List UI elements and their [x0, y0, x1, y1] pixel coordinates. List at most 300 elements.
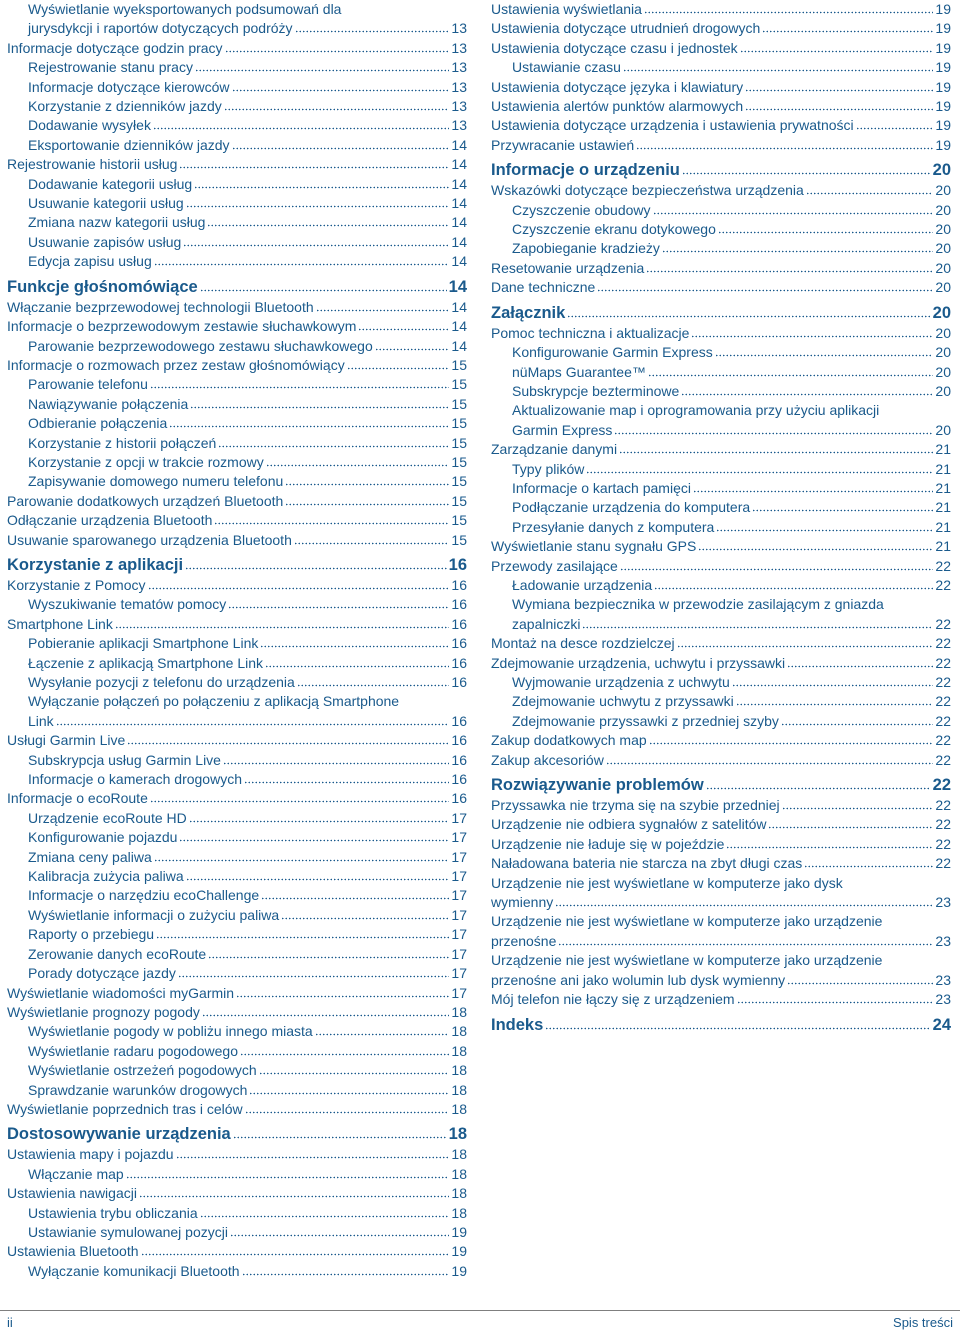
dot-leader [56, 715, 450, 726]
toc-entry-title: Resetowanie urządzenia [491, 259, 645, 276]
toc-entry[interactable] [7, 337, 467, 356]
toc-chapter-entry[interactable] [491, 302, 951, 324]
toc-column-left [7, 0, 467, 1281]
toc-chapter-entry[interactable] [7, 554, 467, 576]
toc-entry-title: Dodawanie kategorii usług [28, 175, 193, 192]
toc-entry[interactable] [7, 945, 467, 964]
toc-entry-title: Korzystanie z historii połączeń [28, 434, 217, 451]
toc-entry-page: 16 [451, 771, 467, 788]
toc-entry-page: 16 [451, 635, 467, 652]
toc-entry[interactable] [491, 498, 951, 517]
toc-entry-page: 21 [935, 499, 951, 516]
toc-entry-title: Informacje o kamerach drogowych [28, 771, 242, 788]
dot-leader [653, 203, 934, 214]
toc-entry[interactable] [7, 964, 467, 983]
toc-entry-page: 20 [935, 240, 951, 257]
toc-entry[interactable] [491, 990, 951, 1009]
dot-leader [698, 540, 933, 551]
toc-entry[interactable] [491, 220, 951, 239]
dot-leader [732, 676, 934, 687]
toc-entry-title: Wyświetlanie poprzednich tras i celów [7, 1100, 243, 1117]
toc-entry-page: 16 [451, 576, 467, 593]
toc-entry[interactable] [491, 557, 951, 576]
dot-leader [781, 715, 934, 726]
dot-leader [228, 598, 449, 609]
toc-entry[interactable] [491, 874, 951, 913]
toc-entry-page: 19 [935, 39, 951, 56]
toc-entry-page: 20 [932, 161, 951, 180]
toc-entry[interactable] [7, 414, 467, 433]
toc-entry-page: 14 [451, 318, 467, 335]
toc-entry[interactable] [491, 951, 951, 990]
toc-entry-title: Czyszczenie ekranu dotykowego [512, 221, 716, 238]
toc-entry[interactable] [491, 654, 951, 673]
toc-entry[interactable] [7, 1204, 467, 1223]
toc-entry-page: 22 [935, 693, 951, 710]
toc-entry-title: Ustawienia dotyczące urządzenia i ustawienia prywatności [491, 117, 854, 134]
dot-leader [358, 320, 449, 331]
toc-entry-page: 19 [451, 1243, 467, 1260]
toc-entry-title: Sprawdzanie warunków drogowych [28, 1081, 248, 1098]
page-footer [0, 1310, 960, 1330]
toc-entry-title: Wyświetlanie pogody w pobliżu innego miasta [28, 1023, 313, 1040]
toc-entry-title: Przyssawka nie trzyma się na szybie przedniej [491, 797, 780, 814]
toc-entry-title: Przesyłanie danych z komputera [512, 518, 715, 535]
dot-leader [230, 1226, 449, 1237]
toc-entry-page: 20 [935, 324, 951, 341]
toc-entry[interactable] [7, 1242, 467, 1261]
toc-entry-page: 15 [451, 376, 467, 393]
toc-entry-page: 14 [451, 233, 467, 250]
toc-entry-title: Ustawienia trybu obliczania [28, 1204, 198, 1221]
toc-entry-title: Urządzenie ecoRoute HD [28, 809, 187, 826]
toc-entry-page: 22 [935, 712, 951, 729]
dot-leader [677, 637, 934, 648]
toc-entry[interactable] [491, 401, 951, 440]
toc-entry-title: Zmiana ceny paliwa [28, 848, 152, 865]
toc-entry-title: Ładowanie urządzenia [512, 576, 653, 593]
toc-entry[interactable] [7, 925, 467, 944]
dot-leader [202, 1006, 450, 1017]
toc-entry-page: 14 [451, 214, 467, 231]
dot-leader [582, 618, 933, 629]
toc-entry[interactable] [7, 252, 467, 271]
toc-entry-page: 20 [932, 303, 951, 322]
toc-entry-page: 18 [451, 1204, 467, 1221]
toc-entry-page: 18 [451, 1146, 467, 1163]
toc-entry[interactable] [7, 1003, 467, 1022]
dot-leader [127, 734, 449, 745]
toc-entry[interactable] [7, 615, 467, 634]
toc-entry-title: Zarządzanie danymi [491, 441, 618, 458]
toc-entry-page: 13 [451, 59, 467, 76]
toc-entry-text-line: Wymiana bezpiecznika w przewodzie zasilającym z gniazda [512, 596, 884, 613]
toc-entry-title: Wyświetlanie wiadomości myGarmin [7, 984, 235, 1001]
toc-entry[interactable] [491, 78, 951, 97]
toc-entry-title: Korzystanie z opcji w trakcie rozmowy [28, 453, 264, 470]
toc-entry[interactable] [7, 867, 467, 886]
toc-entry[interactable] [7, 789, 467, 808]
toc-entry-page: 22 [935, 732, 951, 749]
toc-entry[interactable] [491, 440, 951, 459]
toc-entry-page: 16 [451, 732, 467, 749]
toc-entry[interactable] [7, 453, 467, 472]
toc-entry[interactable] [7, 595, 467, 614]
dot-leader [654, 579, 933, 590]
toc-entry-page: 14 [451, 195, 467, 212]
dot-leader [218, 436, 449, 447]
toc-entry[interactable] [491, 835, 951, 854]
toc-entry[interactable] [7, 213, 467, 232]
toc-entry-page: 17 [451, 829, 467, 846]
toc-entry-title: Wyświetlanie radaru pogodowego [28, 1042, 238, 1059]
dot-leader [856, 119, 934, 130]
toc-entry[interactable] [7, 1184, 467, 1203]
toc-entry-page: 15 [451, 415, 467, 432]
toc-entry[interactable] [491, 259, 951, 278]
toc-entry-title: Wyłączanie komunikacji Bluetooth [28, 1262, 240, 1279]
toc-entry-title: Wysyłanie pozycji z telefonu do urządzenia [28, 674, 295, 690]
dot-leader [244, 773, 449, 784]
toc-entry[interactable] [7, 194, 467, 213]
toc-entry-title: Subskrypcje bezterminowe [512, 382, 680, 399]
toc-entry[interactable] [7, 233, 467, 252]
toc-entry-page: 20 [935, 279, 951, 296]
toc-entry[interactable] [491, 239, 951, 258]
dot-leader [726, 838, 933, 849]
dot-leader [745, 80, 933, 91]
toc-entry[interactable] [491, 201, 951, 220]
toc-entry-page: 21 [935, 518, 951, 535]
dot-leader [782, 799, 934, 810]
toc-entry-title: Urządzenie nie ładuje się w pojeździe [491, 835, 725, 852]
dot-leader [225, 42, 450, 53]
toc-entry-title: Kalibracja zużycia paliwa [28, 868, 184, 885]
toc-entry-page: 20 [935, 363, 951, 380]
toc-entry[interactable] [7, 751, 467, 770]
toc-entry[interactable] [7, 395, 467, 414]
toc-entry-title: Ustawienia dotyczące języka i klawiatury [491, 78, 744, 95]
toc-entry-page: 20 [935, 259, 951, 276]
toc-entry[interactable] [7, 848, 467, 867]
toc-entry-title: Informacje o kartach pamięci [512, 479, 691, 496]
dot-leader [189, 812, 450, 823]
toc-entry-title: Parowanie telefonu [28, 376, 148, 393]
dot-leader [545, 1017, 930, 1029]
toc-entry-page: 16 [451, 674, 467, 690]
toc-entry[interactable] [491, 815, 951, 834]
dot-leader [316, 301, 450, 312]
toc-entry-text-line: Aktualizowanie map i oprogramowania przy użyciu aplikacji [512, 402, 880, 419]
toc-entry-page: 17 [451, 809, 467, 826]
toc-entry-page: 20 [935, 221, 951, 238]
toc-entry-title: Porady dotyczące jazdy [28, 965, 176, 982]
toc-entry-page: 22 [935, 576, 951, 593]
toc-entry-title: Łączenie z aplikacją Smartphone Link [28, 654, 264, 671]
dot-leader [606, 753, 934, 764]
toc-entry-title: Rozwiązywanie problemów [491, 776, 704, 795]
toc-entry[interactable] [7, 1223, 467, 1242]
toc-entry-page: 14 [451, 156, 467, 173]
toc-entry[interactable] [7, 317, 467, 336]
toc-entry[interactable] [491, 854, 951, 873]
toc-entry-title: Odłączanie urządzenia Bluetooth [7, 512, 213, 529]
toc-entry[interactable] [7, 298, 467, 317]
toc-entry-title: Zakup akcesoriów [491, 751, 604, 768]
toc-entry[interactable] [491, 0, 951, 19]
toc-entry-page: 17 [451, 984, 467, 1001]
toc-entry-page: 22 [935, 855, 951, 872]
toc-entry[interactable] [7, 809, 467, 828]
dot-leader [179, 831, 449, 842]
toc-entry-text-line: Urządzenie nie jest wyświetlane w komputerze jako urządzenie [491, 952, 883, 969]
toc-entry-page: 14 [451, 253, 467, 270]
toc-entry-title: Korzystanie z aplikacji [7, 555, 184, 574]
toc-entry[interactable] [7, 58, 467, 77]
toc-entry-page: 14 [451, 298, 467, 315]
toc-entry[interactable] [7, 906, 467, 925]
toc-entry[interactable] [491, 518, 951, 537]
toc-entry[interactable] [491, 58, 951, 77]
dot-leader [285, 495, 449, 506]
toc-entry-page: 19 [451, 1262, 467, 1279]
toc-entry[interactable] [491, 576, 951, 595]
dot-leader [214, 514, 449, 525]
toc-entry-title: Dodawanie wysyłek [28, 117, 151, 134]
toc-entry-page: 17 [451, 965, 467, 982]
toc-entry-page: 15 [451, 512, 467, 529]
toc-entry-title: Odbieranie połączenia [28, 415, 168, 432]
toc-chapter-entry[interactable] [7, 276, 467, 298]
toc-entry[interactable] [7, 472, 467, 491]
toc-entry[interactable] [491, 912, 951, 951]
dot-leader [597, 281, 933, 292]
dot-leader [141, 1245, 450, 1256]
toc-entry[interactable] [491, 278, 951, 297]
toc-entry-title: Zdejmowanie urządzenia, uchwytu i przyssawki [491, 654, 786, 671]
toc-entry[interactable] [7, 984, 467, 1003]
toc-entry-page: 20 [935, 382, 951, 399]
toc-entry-text-line: Wyłączanie połączeń po połączeniu z aplikacją Smartphone [28, 693, 400, 710]
toc-entry[interactable] [491, 692, 951, 711]
toc-entry-page: 16 [448, 555, 467, 574]
toc-entry-page: 15 [451, 395, 467, 412]
dot-leader [682, 163, 931, 175]
toc-entry-page: 21 [935, 460, 951, 477]
toc-entry-page: 16 [451, 751, 467, 768]
toc-entry-title: Informacje dotyczące godzin pracy [7, 39, 223, 56]
toc-chapter-entry[interactable] [491, 159, 951, 181]
toc-entry[interactable] [7, 78, 467, 97]
toc-entry-page: 23 [935, 932, 951, 949]
toc-entry[interactable] [7, 770, 467, 789]
toc-entry-page: 13 [451, 78, 467, 95]
dot-leader [126, 1168, 450, 1179]
toc-entry-title: Informacje o rozmowach przez zestaw głośnomówiący [7, 356, 345, 373]
toc-entry[interactable] [491, 382, 951, 401]
toc-entry[interactable] [491, 673, 951, 692]
toc-entry-page: 14 [451, 337, 467, 354]
toc-entry-title: Wyszukiwanie tematów pomocy [28, 596, 227, 613]
toc-entry-title: Włączanie bezprzewodowej technologii Bluetooth [7, 298, 314, 315]
toc-entry-page: 15 [451, 434, 467, 451]
dot-leader [236, 986, 449, 997]
toc-entry[interactable] [491, 712, 951, 731]
toc-entry[interactable] [7, 1042, 467, 1061]
toc-entry-title: Pomoc techniczna i aktualizacje [491, 324, 690, 341]
toc-entry-title: Rejestrowanie historii usług [7, 156, 178, 173]
toc-entry[interactable] [491, 181, 951, 200]
toc-entry-title: Typy plików [512, 460, 585, 477]
toc-entry-text-line: Urządzenie nie jest wyświetlane w komputerze jako dysk [491, 874, 843, 891]
dot-leader [223, 753, 449, 764]
toc-entry[interactable] [7, 531, 467, 550]
toc-entry[interactable] [491, 363, 951, 382]
toc-entry-page: 17 [451, 887, 467, 904]
toc-entry[interactable] [491, 19, 951, 38]
toc-entry[interactable] [491, 39, 951, 58]
toc-entry-title: Zdejmowanie uchwytu z przyssawki [512, 693, 734, 710]
toc-entry[interactable] [7, 1100, 467, 1119]
toc-entry[interactable] [7, 634, 467, 653]
toc-entry-title: Wyświetlanie informacji o zużyciu paliwa [28, 906, 280, 923]
toc-entry-title: Informacje dotyczące kierowców [28, 78, 230, 95]
toc-entry[interactable] [7, 175, 467, 194]
dot-leader [153, 119, 449, 130]
toc-entry-page: 14 [451, 175, 467, 192]
toc-entry-title: Ustawienia mapy i pojazdu [7, 1146, 174, 1163]
toc-entry[interactable] [7, 1081, 467, 1100]
toc-entry[interactable] [491, 479, 951, 498]
toc-entry[interactable] [7, 39, 467, 58]
dot-leader [586, 462, 933, 473]
dot-leader [232, 139, 450, 150]
toc-entry[interactable] [7, 356, 467, 375]
toc-entry-title: zapalniczki [512, 615, 581, 632]
toc-entry-text-line: Wyświetlanie wyeksportowanych podsumowań dla [28, 1, 342, 17]
toc-entry-title: przenośne [491, 932, 557, 949]
toc-entry-page: 18 [451, 1100, 467, 1117]
toc-entry-page: 22 [935, 674, 951, 690]
dot-leader [649, 734, 934, 745]
toc-entry[interactable] [7, 828, 467, 847]
toc-entry[interactable] [491, 731, 951, 750]
toc-entry[interactable] [491, 136, 951, 155]
dot-leader [567, 305, 930, 317]
toc-entry-page: 23 [935, 971, 951, 988]
toc-entry[interactable] [7, 654, 467, 673]
toc-entry[interactable] [7, 576, 467, 595]
toc-entry[interactable] [7, 0, 467, 39]
dot-leader [266, 456, 450, 467]
toc-chapter-entry[interactable] [491, 774, 951, 796]
toc-entry-page: 24 [932, 1015, 951, 1034]
toc-entry-title: Podłączanie urządzenia do komputera [512, 499, 751, 516]
dot-leader [186, 870, 450, 881]
toc-entry-page: 18 [448, 1125, 467, 1144]
toc-entry[interactable] [491, 796, 951, 815]
toc-entry[interactable] [7, 155, 467, 174]
toc-entry-page: 18 [451, 1003, 467, 1020]
toc-entry-page: 19 [935, 59, 951, 76]
toc-chapter-entry[interactable] [491, 1014, 951, 1036]
dot-leader [646, 262, 933, 273]
dot-leader [200, 1206, 450, 1217]
dot-leader [375, 339, 450, 350]
toc-entry-page: 13 [451, 98, 467, 115]
toc-entry-page: 15 [451, 473, 467, 490]
toc-entry-page: 19 [935, 98, 951, 115]
toc-entry[interactable] [7, 1061, 467, 1080]
toc-entry[interactable] [491, 537, 951, 556]
toc-entry[interactable] [491, 116, 951, 135]
toc-entry-title: Raporty o przebiegu [28, 926, 155, 943]
toc-entry[interactable] [491, 751, 951, 770]
toc-entry-page: 18 [451, 1081, 467, 1098]
dot-leader [240, 1045, 449, 1056]
toc-entry[interactable] [491, 595, 951, 634]
dot-leader [706, 778, 931, 790]
toc-entry-page: 20 [935, 201, 951, 218]
toc-entry[interactable] [7, 97, 467, 116]
toc-entry[interactable] [7, 492, 467, 511]
toc-entry-page: 15 [451, 453, 467, 470]
toc-entry[interactable] [7, 434, 467, 453]
dot-leader [691, 327, 933, 338]
toc-entry[interactable] [7, 1165, 467, 1184]
dot-leader [261, 889, 449, 900]
toc-entry[interactable] [7, 1022, 467, 1041]
toc-entry[interactable] [7, 136, 467, 155]
toc-entry-page: 17 [451, 926, 467, 943]
toc-entry[interactable] [7, 375, 467, 394]
toc-entry-page: 17 [451, 868, 467, 885]
toc-entry[interactable] [7, 886, 467, 905]
toc-entry-title: Dane techniczne [491, 279, 596, 296]
dot-leader [716, 521, 933, 532]
toc-chapter-entry[interactable] [7, 1123, 467, 1145]
dot-leader [200, 279, 447, 291]
toc-entry[interactable] [491, 460, 951, 479]
toc-entry-page: 22 [935, 635, 951, 652]
toc-entry[interactable] [491, 634, 951, 653]
toc-entry-title: Zmiana nazw kategorii usług [28, 214, 206, 231]
toc-entry[interactable] [7, 692, 467, 731]
toc-entry[interactable] [491, 97, 951, 116]
toc-entry-title: Usuwanie sparowanego urządzenia Bluetooth [7, 531, 292, 548]
toc-entry[interactable] [7, 116, 467, 135]
dot-leader [681, 385, 933, 396]
toc-entry-title: Pobieranie aplikacji Smartphone Link [28, 635, 259, 652]
toc-entry[interactable] [7, 1262, 467, 1281]
toc-entry[interactable] [491, 343, 951, 362]
toc-entry-title: Zakup dodatkowych map [491, 732, 647, 749]
toc-entry-title: Informacje o ecoRoute [7, 790, 148, 807]
toc-entry[interactable] [7, 731, 467, 750]
toc-entry[interactable] [7, 1145, 467, 1164]
toc-entry[interactable] [7, 673, 467, 692]
dot-leader [186, 197, 450, 208]
dot-leader [148, 579, 450, 590]
dot-leader [806, 184, 934, 195]
dot-leader [245, 1103, 450, 1114]
dot-leader [787, 656, 933, 667]
toc-entry[interactable] [7, 511, 467, 530]
dot-leader [715, 346, 934, 357]
dot-leader [265, 656, 449, 667]
toc-entry-title: Wyjmowanie urządzenia z uchwytu [512, 674, 730, 690]
toc-entry[interactable] [491, 324, 951, 343]
